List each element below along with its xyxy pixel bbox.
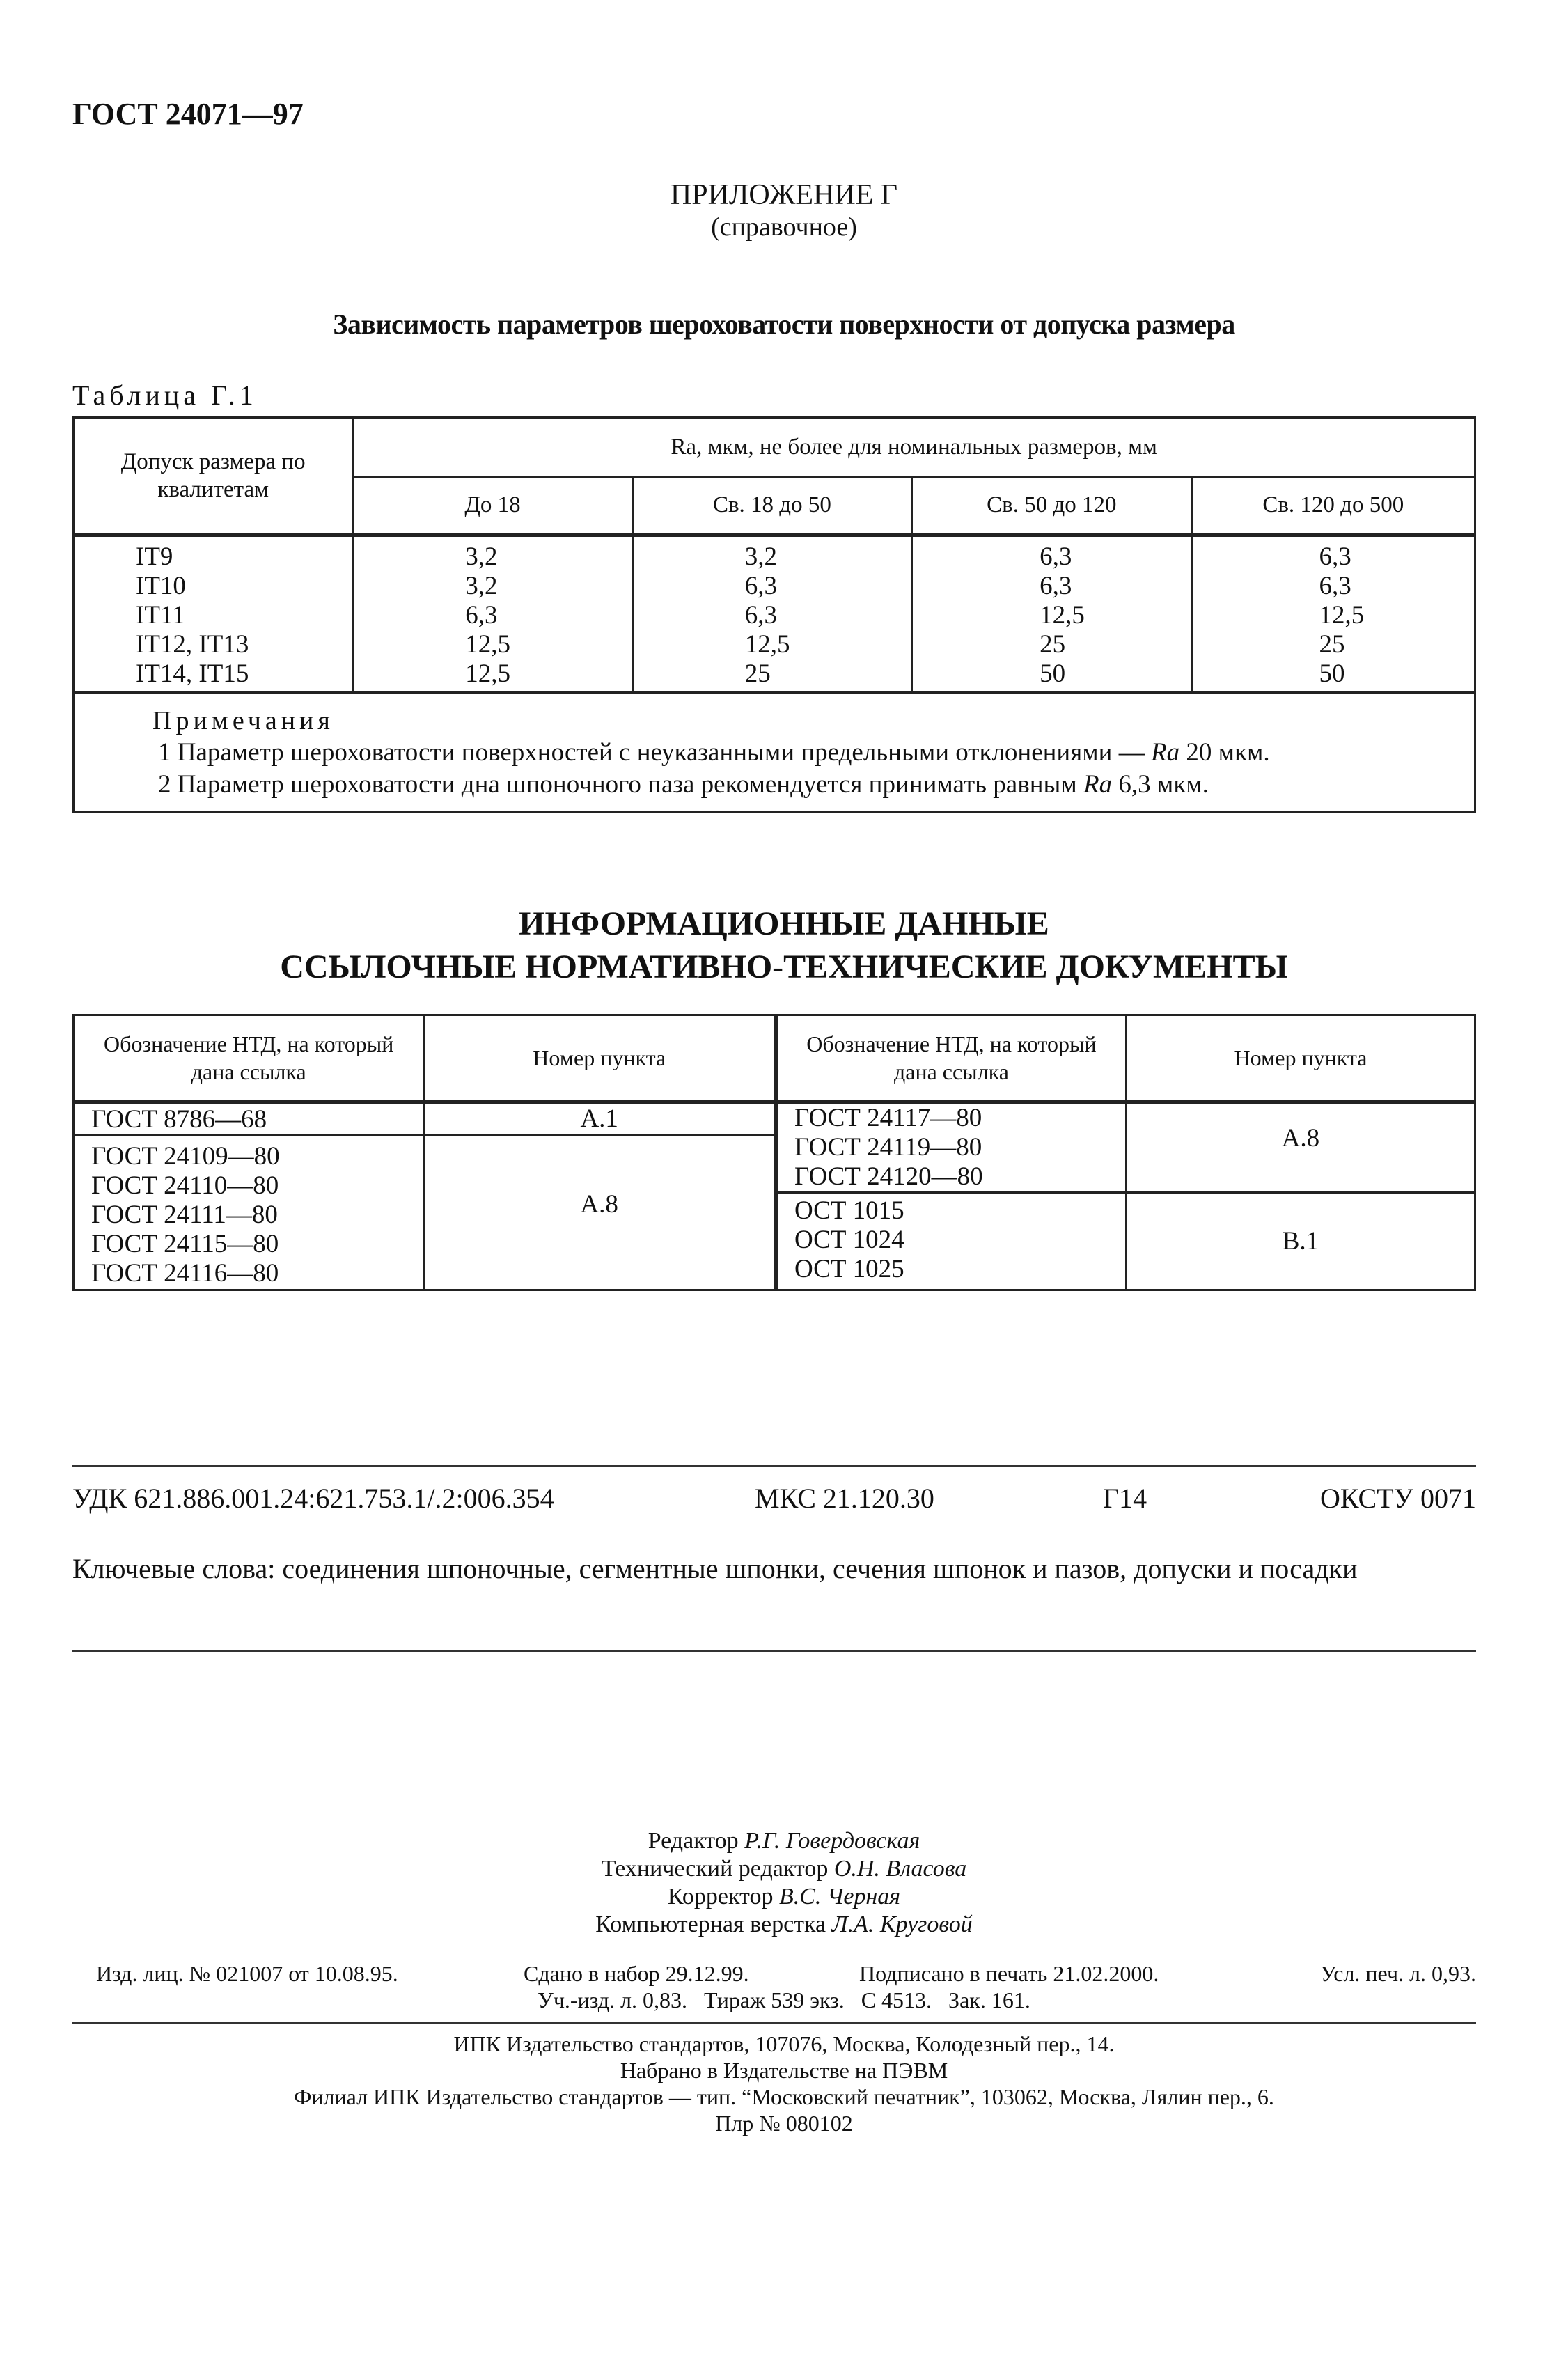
appendix-heading: Зависимость параметров шероховатости поверхности от допуска размера — [333, 308, 1235, 340]
item-header-right: Номер пункта — [1126, 1015, 1475, 1102]
ref-item-group-4: В.1 — [1126, 1192, 1475, 1290]
roughness-table — [72, 416, 1476, 813]
table-label: Таблица Г.1 — [72, 380, 258, 411]
info-title-line-1: ИНФОРМАЦИОННЫЕ ДАННЫЕ — [519, 905, 1049, 942]
table-notes — [74, 692, 1475, 811]
udk: УДК 621.886.001.24:621.753.1/.2:006.354 — [72, 1483, 554, 1514]
ref-docs-group-3: ГОСТ 24117—80 ГОСТ 24119—80 ГОСТ 24120—80 — [776, 1102, 1126, 1193]
group-code: Г14 — [1103, 1483, 1147, 1514]
ref-item-group-3: А.8 — [1126, 1102, 1475, 1193]
note-1: 1 Параметр шероховатости поверхностей с неуказанными предельными отклонениями — Ra 20 мкм. — [158, 737, 1270, 767]
credit-tech-editor: Технический редактор О.Н. Власова — [601, 1856, 967, 1882]
credit-editor: Редактор Р.Г. Говердовская — [648, 1828, 920, 1854]
column-header: До 18 — [353, 478, 632, 535]
ref-docs-group-1: ГОСТ 8786—68 — [74, 1102, 424, 1136]
publisher-block — [0, 2031, 1568, 2136]
ref-docs-group-4: ОСТ 1015 ОСТ 1024 ОСТ 1025 — [776, 1192, 1126, 1290]
print-details-line-1 — [72, 1961, 1476, 1989]
plr: Плр № 080102 — [715, 2111, 853, 2136]
column-header: Св. 50 до 120 — [912, 478, 1191, 535]
column-header: Св. 18 до 50 — [632, 478, 911, 535]
signed: Подписано в печать 21.02.2000. — [859, 1961, 1159, 1986]
license: Изд. лиц. № 021007 от 10.08.95. — [96, 1961, 398, 1986]
credits-block — [0, 1827, 1568, 1939]
info-title-line-2: ССЫЛОЧНЫЕ НОРМАТИВНО-ТЕХНИЧЕСКИЕ ДОКУМЕНТЫ — [280, 948, 1288, 985]
keywords: Ключевые слова: соединения шпоночные, сегментные шпонки, сечения шпонок и пазов, допуски и посадки — [72, 1553, 1358, 1584]
ra-values-18-50: 3,2 6,3 6,3 12,5 25 — [632, 535, 911, 693]
credit-corrector: Корректор В.С. Черная — [667, 1884, 901, 1909]
item-header-left: Номер пункта — [424, 1015, 776, 1102]
ra-group-header: Ra, мкм, не более для номинальных размеров, мм — [353, 418, 1475, 478]
references-table — [72, 1014, 1476, 1291]
ref-docs-group-2: ГОСТ 24109—80 ГОСТ 24110—80 ГОСТ 24111—80 ГОСТ 24115—80 ГОСТ 24116—80 — [74, 1135, 424, 1290]
ra-values-120-500: 6,3 6,3 12,5 25 50 — [1191, 535, 1475, 693]
sheets: Усл. печ. л. 0,93. — [1320, 1961, 1476, 1986]
ra-values-50-120: 6,3 6,3 12,5 25 50 — [912, 535, 1191, 693]
print-details-line-2: Уч.-изд. л. 0,83. Тираж 539 экз. С 4513. Зак. 161. — [538, 1987, 1030, 2012]
okstu: ОКСТУ 0071 — [1319, 1483, 1476, 1514]
divider-line — [72, 1650, 1476, 1652]
ra-values-upto18: 3,2 3,2 6,3 12,5 12,5 — [353, 535, 632, 693]
tolerance-header: Допуск размера по квалитетам — [74, 418, 353, 535]
ref-item-group-2: А.8 — [424, 1135, 776, 1290]
ntd-header-left: Обозначение НТД, на который дана ссылка — [74, 1015, 424, 1102]
typeset-note: Набрано в Издательстве на ПЭВМ — [620, 2058, 948, 2083]
column-header: Св. 120 до 500 — [1191, 478, 1475, 535]
ntd-header-right: Обозначение НТД, на который дана ссылка — [776, 1015, 1126, 1102]
divider-line — [72, 1465, 1476, 1467]
publisher: ИПК Издательство стандартов, 107076, Москва, Колодезный пер., 14. — [453, 2031, 1115, 2056]
ref-item-group-1: А.1 — [424, 1102, 776, 1136]
info-title — [0, 902, 1568, 989]
tolerance-grades: IT9 IT10 IT11 IT12, IT13 IT14, IT15 — [74, 535, 353, 693]
document-code: ГОСТ 24071—97 — [72, 97, 304, 131]
appendix-title: ПРИЛОЖЕНИЕ Г — [670, 179, 898, 211]
branch: Филиал ИПК Издательство стандартов — тип. “Московский печатник”, 103062, Москва, Лялин пер., 6. — [294, 2084, 1274, 2109]
note-2: 2 Параметр шероховатости дна шпоночного паза рекомендуется принимать равным Ra 6,3 мкм. — [158, 769, 1209, 799]
mks: МКС 21.120.30 — [755, 1483, 934, 1514]
divider-line — [72, 2022, 1476, 2024]
submitted: Сдано в набор 29.12.99. — [524, 1961, 749, 1986]
appendix-subtitle: (справочное) — [711, 212, 857, 242]
notes-title: Примечания — [152, 705, 334, 735]
credit-layout: Компьютерная верстка Л.А. Круговой — [595, 1912, 973, 1937]
